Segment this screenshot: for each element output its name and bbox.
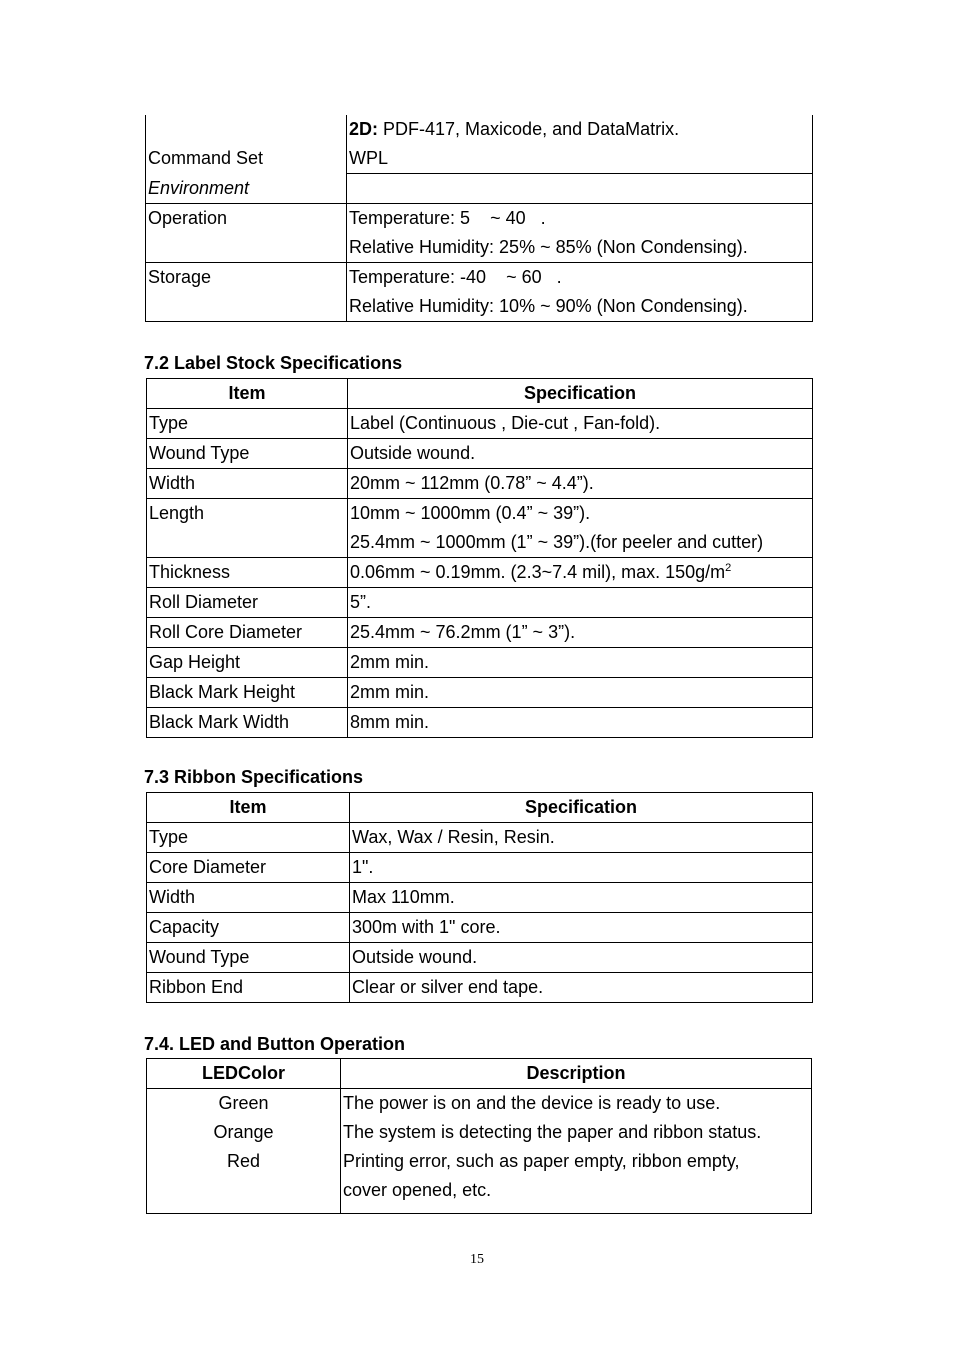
table-cell-item: Wound Type	[147, 943, 350, 973]
table-cell-line: Temperature: 5 ~ 40 .	[349, 207, 546, 228]
table-cell	[347, 115, 813, 174]
column-header-specification: Specification	[350, 793, 813, 823]
table-cell-spec: 2mm min.	[348, 678, 813, 708]
table-row	[147, 853, 813, 883]
table-row	[146, 174, 813, 204]
led-color-cell	[147, 1089, 341, 1214]
table-cell-item: Type	[147, 409, 348, 439]
table-cell-item: Roll Diameter	[147, 588, 348, 618]
table-row	[146, 203, 813, 262]
table-row	[147, 558, 813, 588]
table-cell	[146, 115, 347, 174]
table-row	[147, 913, 813, 943]
table-row	[147, 648, 813, 678]
table-header-row	[147, 793, 813, 823]
table-cell	[347, 203, 813, 262]
table-cell-spec: 8mm min.	[348, 708, 813, 738]
column-header-description: Description	[341, 1059, 812, 1089]
table-cell-item: Capacity	[147, 913, 350, 943]
table-cell-line: Temperature: -40 ~ 60 .	[349, 266, 562, 287]
column-header-led-color: LEDColor	[147, 1059, 341, 1089]
table-cell-item: Width	[147, 469, 348, 499]
table-row	[147, 618, 813, 648]
table-cell-value: WPL	[349, 148, 389, 168]
table-cell-line: 25.4mm ~ 1000mm (1” ~ 39”).(for peeler and cutter)	[350, 532, 764, 552]
table-cell-line: Relative Humidity: 10% ~ 90% (Non Condensing).	[349, 295, 748, 316]
table-row	[147, 588, 813, 618]
table-row	[146, 115, 813, 174]
table-row	[147, 708, 813, 738]
table-cell-label: Operation	[146, 203, 347, 262]
table-cell-line: 10mm ~ 1000mm (0.4” ~ 39”).	[350, 503, 591, 523]
column-header-item: Item	[147, 379, 348, 409]
table-cell-spec: Clear or silver end tape.	[350, 973, 813, 1003]
table-cell-item: Type	[147, 823, 350, 853]
led-table	[146, 1058, 812, 1214]
label-stock-table	[146, 378, 813, 738]
table-cell	[348, 499, 813, 558]
table-cell-value	[347, 174, 813, 204]
table-cell-label: Storage	[146, 262, 347, 321]
led-color-orange: Orange	[213, 1122, 274, 1142]
table-cell-item: Black Mark Height	[147, 678, 348, 708]
table-cell-spec: 20mm ~ 112mm (0.78” ~ 4.4”).	[348, 469, 813, 499]
superscript: 2	[725, 562, 732, 574]
table-row	[147, 469, 813, 499]
table-cell-item: Ribbon End	[147, 973, 350, 1003]
table-row	[147, 883, 813, 913]
ribbon-table	[146, 792, 813, 1003]
table-row	[147, 943, 813, 973]
table-cell-item: Gap Height	[147, 648, 348, 678]
table-cell	[347, 262, 813, 321]
table-cell-item: Length	[147, 499, 348, 558]
table-cell-spec: Label (Continuous , Die-cut , Fan-fold).	[348, 409, 813, 439]
table-cell-item: Roll Core Diameter	[147, 618, 348, 648]
table-row	[146, 262, 813, 321]
table-row	[147, 499, 813, 558]
table-cell-item: Black Mark Width	[147, 708, 348, 738]
table-cell-spec: 1".	[350, 853, 813, 883]
table-cell-line: Relative Humidity: 25% ~ 85% (Non Condensing).	[349, 236, 748, 257]
table-cell-value: PDF-417, Maxicode, and DataMatrix.	[378, 119, 680, 139]
table-cell-spec: Outside wound.	[348, 439, 813, 469]
led-description-line: cover opened, etc.	[343, 1180, 492, 1200]
table-cell-spec: 2mm min.	[348, 648, 813, 678]
table-cell-spec: Outside wound.	[350, 943, 813, 973]
section-heading-led: 7.4. LED and Button Operation	[144, 1034, 406, 1054]
section-heading-label-stock: 7.2 Label Stock Specifications	[144, 353, 403, 373]
table-row	[147, 409, 813, 439]
table-cell-item: Thickness	[147, 558, 348, 588]
led-color-red: Red	[226, 1151, 261, 1171]
table-cell-item: Width	[147, 883, 350, 913]
table-cell-spec: 25.4mm ~ 76.2mm (1” ~ 3”).	[348, 618, 813, 648]
bold-prefix: 2D:	[349, 119, 379, 139]
environment-table	[145, 115, 813, 322]
table-row	[147, 439, 813, 469]
column-header-item: Item	[147, 793, 350, 823]
section-label: Environment	[146, 174, 347, 204]
column-header-specification: Specification	[348, 379, 813, 409]
table-cell-spec: 0.06mm ~ 0.19mm. (2.3~7.4 mil), max. 150g/m	[350, 562, 726, 582]
table-row	[147, 678, 813, 708]
led-description-line: The power is on and the device is ready to use.	[343, 1093, 721, 1113]
table-cell	[348, 558, 813, 588]
table-header-row	[147, 379, 813, 409]
table-header-row	[147, 1059, 812, 1089]
table-row	[147, 973, 813, 1003]
led-description-line: Printing error, such as paper empty, ribbon empty,	[343, 1151, 740, 1171]
table-cell-spec: 5”.	[348, 588, 813, 618]
table-cell-item: Wound Type	[147, 439, 348, 469]
page-number: 15	[470, 1252, 484, 1267]
table-cell-label: Command Set	[148, 148, 264, 168]
led-color-green: Green	[218, 1093, 269, 1113]
table-cell-spec: Wax, Wax / Resin, Resin.	[350, 823, 813, 853]
table-cell-spec: Max 110mm.	[350, 883, 813, 913]
led-description-line: The system is detecting the paper and ribbon status.	[343, 1122, 762, 1142]
led-description-cell	[341, 1089, 812, 1214]
table-row	[147, 1089, 812, 1214]
table-cell-spec: 300m with 1" core.	[350, 913, 813, 943]
table-row	[147, 823, 813, 853]
table-cell-item: Core Diameter	[147, 853, 350, 883]
section-heading-ribbon: 7.3 Ribbon Specifications	[144, 767, 364, 787]
